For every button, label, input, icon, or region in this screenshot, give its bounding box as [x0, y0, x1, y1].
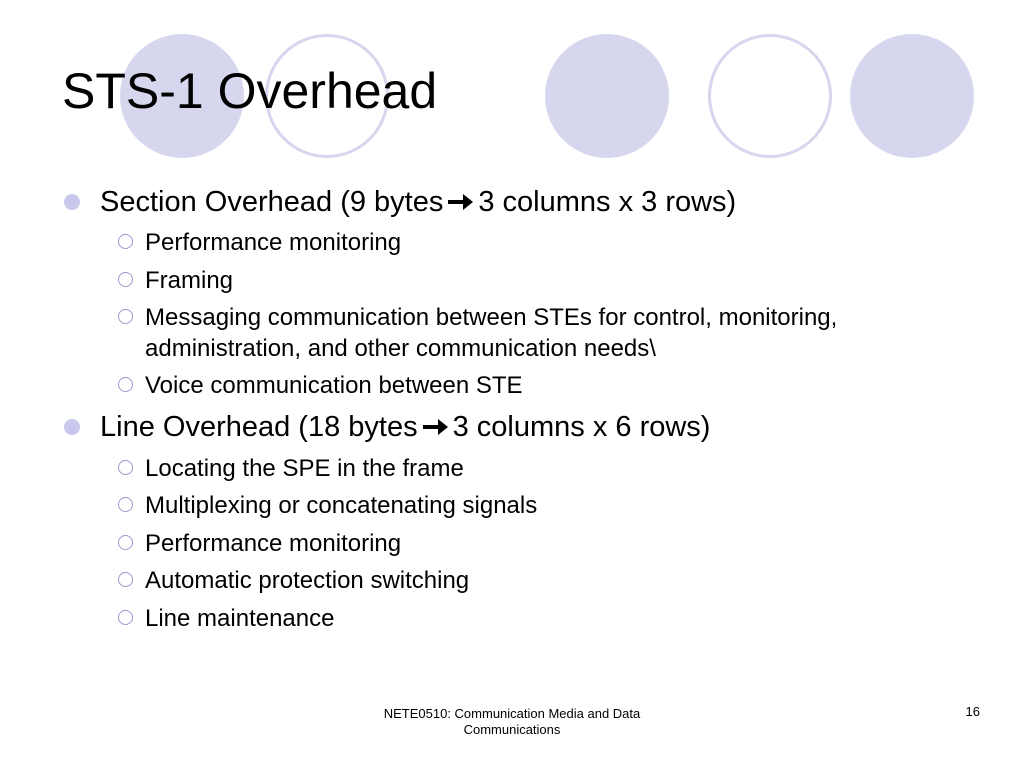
hollow-bullet-icon — [118, 460, 133, 475]
bullet-section-overhead — [100, 185, 736, 219]
sub-bullet-item — [145, 370, 523, 401]
sub-bullet-text: Framing — [145, 267, 234, 294]
sub-bullet-text: Messaging communication between STEs for control, monitoring, administration, and other communication needs\ — [145, 304, 838, 362]
slide-title: STS-1 Overhead — [62, 63, 438, 119]
hollow-bullet-icon — [118, 535, 133, 550]
right-arrow-icon — [447, 191, 474, 213]
bullet-text-before: Section Overhead (9 bytes — [100, 186, 444, 218]
sub-bullet-item — [145, 603, 334, 634]
sub-bullet-item — [145, 490, 537, 521]
sub-bullet-item — [145, 302, 915, 364]
sub-bullet-text: Automatic protection switching — [145, 567, 470, 594]
hollow-bullet-icon — [118, 497, 133, 512]
sub-bullet-item — [145, 453, 464, 484]
bullet-text-before: Line Overhead (18 bytes — [100, 411, 418, 443]
bullet-dot-icon — [64, 419, 80, 435]
hollow-bullet-icon — [118, 309, 133, 324]
hollow-bullet-icon — [118, 272, 133, 287]
hollow-bullet-icon — [118, 234, 133, 249]
decor-circle-ring-2 — [708, 34, 832, 158]
hollow-bullet-icon — [118, 610, 133, 625]
bullet-text-after: 3 columns x 6 rows) — [452, 411, 711, 443]
decor-circle-filled-3 — [850, 34, 974, 158]
right-arrow-icon — [422, 416, 449, 438]
hollow-bullet-icon — [118, 377, 133, 392]
hollow-bullet-icon — [118, 572, 133, 587]
sub-bullet-item — [145, 565, 469, 596]
sub-bullet-text: Performance monitoring — [145, 229, 402, 256]
sub-bullet-text: Voice communication between STE — [145, 372, 523, 399]
sub-bullet-item — [145, 227, 401, 258]
sub-bullet-text: Line maintenance — [145, 605, 335, 632]
bullet-line-overhead — [100, 410, 710, 444]
slide-footer: NETE0510: Communication Media and Data Communications — [383, 706, 641, 737]
sub-bullet-item — [145, 265, 233, 296]
sub-bullet-item — [145, 528, 401, 559]
sub-bullet-text: Performance monitoring — [145, 530, 402, 557]
decor-circle-filled-2 — [545, 34, 669, 158]
bullet-dot-icon — [64, 194, 80, 210]
sub-bullet-text: Locating the SPE in the frame — [145, 455, 464, 482]
bullet-text-after: 3 columns x 3 rows) — [478, 186, 737, 218]
page-number: 16 — [965, 704, 980, 719]
sub-bullet-text: Multiplexing or concatenating signals — [145, 492, 538, 519]
